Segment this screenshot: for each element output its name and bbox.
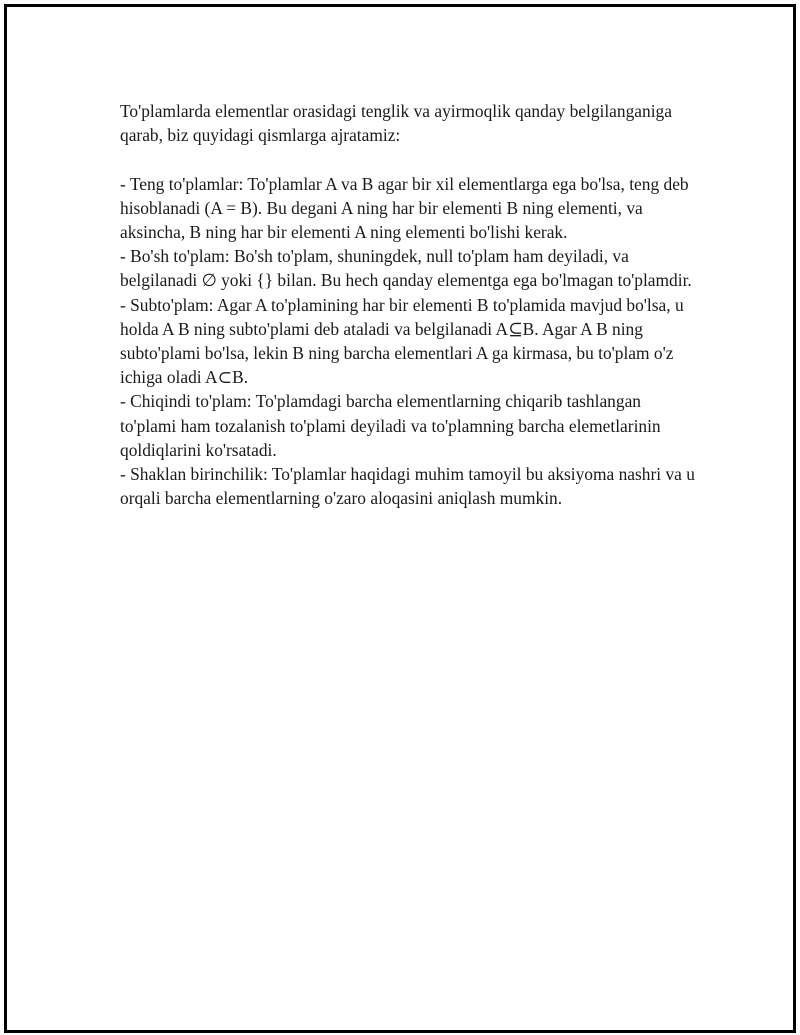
item-form-principle: - Shaklan birinchilik: To'plamlar haqidagi muhim tamoyil bu aksiyoma nashri va u orqali barcha elementlarning o'zaro aloqasini aniqlash mumkin. (120, 464, 695, 509)
intro-paragraph: To'plamlarda elementlar orasidagi tenglik va ayirmoqlik qanday belgilanganiga qarab, biz quyidagi qismlarga ajratamiz: (120, 101, 672, 146)
item-complement-set: - Chiqindi to'plam: To'plamdagi barcha elementlarning chiqarib tashlangan to'plami ham tozalanish to'plami deyiladi va to'plamning barcha elemetlarinin qoldiqlarini ko'rsatadi. (120, 391, 661, 460)
item-equal-sets: - Teng to'plamlar: To'plamlar A va B agar bir xil elementlarga ega bo'lsa, teng deb hisoblanadi (A = B). Bu degani A ning har bir elementi B ning elementi, va aksincha, B ning har bir elementi A ning elementi bo'lishi kerak. (120, 173, 689, 242)
item-subset: - Subto'plam: Agar A to'plamining har bir elementi B to'plamida mavjud bo'lsa, u holda A B ning subto'plami deb ataladi va belgilanadi A⊆B. Agar A B ning subto'plami bo'lsa, lekin B ning barcha elementlari A ga kirmasa, bu to'plam o'z ichiga oladi A⊂B. (120, 294, 684, 388)
document-body (120, 99, 700, 510)
page-frame (4, 4, 796, 1033)
item-empty-set: - Bo'sh to'plam: Bo'sh to'plam, shuningdek, null to'plam ham deyiladi, va belgilanadi ∅ yoki {} bilan. Bu hech qanday elementga ega bo'lmagan to'plamdir. (120, 246, 692, 291)
